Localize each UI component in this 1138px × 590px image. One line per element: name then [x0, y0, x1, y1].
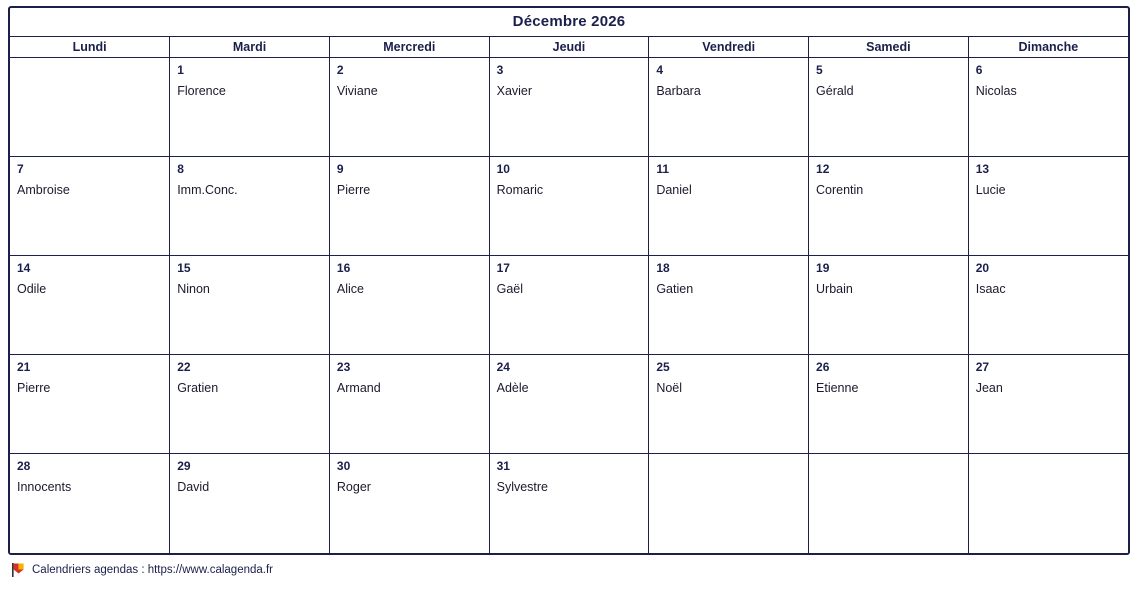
day-number: 26: [816, 360, 830, 374]
day-number: 9: [336, 162, 344, 176]
weekday-header-samedi: Samedi: [809, 37, 969, 58]
day-cell[interactable]: [10, 157, 170, 256]
day-number: 12: [816, 162, 830, 176]
calendar-week-row: [10, 58, 1128, 157]
day-saint: Gaël: [496, 282, 524, 296]
day-number: 20: [975, 261, 990, 275]
day-number: 13: [975, 162, 990, 176]
day-cell[interactable]: [489, 454, 649, 553]
day-saint: Lucie: [975, 183, 1006, 197]
day-saint: Pierre: [336, 183, 371, 197]
day-cell[interactable]: [329, 58, 489, 157]
day-cell[interactable]: [329, 157, 489, 256]
weekday-header-vendredi: Vendredi: [649, 37, 809, 58]
day-saint: Daniel: [656, 183, 692, 197]
day-cell[interactable]: [489, 58, 649, 157]
day-cell[interactable]: [968, 355, 1128, 454]
weekday-header-row: [10, 37, 1128, 58]
day-cell empty[interactable]: [968, 454, 1128, 553]
day-number: 23: [336, 360, 351, 374]
day-number: 7: [17, 162, 24, 176]
day-number: 11: [656, 162, 669, 176]
day-number: 5: [816, 63, 823, 77]
day-saint: Etienne: [816, 381, 859, 395]
day-cell[interactable]: [489, 256, 649, 355]
day-saint: Innocents: [17, 480, 72, 494]
day-saint: Sylvestre: [496, 480, 549, 494]
day-saint: Alice: [336, 282, 364, 296]
day-number: 1: [177, 63, 184, 77]
day-cell[interactable]: [809, 256, 969, 355]
day-number: 15: [177, 261, 191, 275]
day-cell[interactable]: [968, 58, 1128, 157]
day-cell[interactable]: [170, 157, 330, 256]
day-cell[interactable]: [329, 256, 489, 355]
day-saint: Isaac: [975, 282, 1006, 296]
day-saint: Armand: [336, 381, 381, 395]
weekday-header-mercredi: Mercredi: [329, 37, 489, 58]
footer-text[interactable]: Calendriers agendas : https://www.calagenda.fr: [32, 563, 273, 576]
day-number: 21: [17, 360, 31, 374]
day-number: 28: [17, 459, 31, 473]
page-title: Décembre 2026: [512, 13, 626, 30]
day-saint: Nicolas: [975, 84, 1017, 98]
day-cell[interactable]: [10, 355, 170, 454]
calendar-week-row: [10, 355, 1128, 454]
day-number: 18: [656, 261, 670, 275]
day-number: 24: [496, 360, 510, 374]
day-cell[interactable]: [170, 256, 330, 355]
day-saint: David: [177, 480, 210, 494]
day-number: 14: [17, 261, 31, 275]
day-number: 31: [496, 459, 510, 473]
day-number: 17: [496, 261, 510, 275]
footer: [8, 563, 1130, 577]
day-saint: Urbain: [816, 282, 853, 296]
day-saint: Ninon: [177, 282, 210, 296]
day-number: 8: [177, 162, 184, 176]
day-cell[interactable]: [10, 58, 170, 157]
day-saint: Xavier: [496, 84, 533, 98]
calendar-frame: [8, 6, 1130, 555]
day-cell[interactable]: [649, 157, 809, 256]
day-cell[interactable]: [329, 454, 489, 553]
day-saint: Romaric: [496, 183, 544, 197]
day-number: 22: [177, 360, 191, 374]
day-cell[interactable]: [649, 256, 809, 355]
day-saint: Imm.Conc.: [177, 183, 238, 197]
day-cell[interactable]: [170, 58, 330, 157]
day-number: 19: [816, 261, 830, 275]
day-saint: Florence: [177, 84, 226, 98]
weekday-header-mardi: Mardi: [170, 37, 330, 58]
day-cell[interactable]: [809, 355, 969, 454]
day-number: 29: [177, 459, 191, 473]
day-cell[interactable]: [489, 157, 649, 256]
day-saint: Odile: [17, 282, 47, 296]
day-cell[interactable]: [10, 454, 170, 553]
day-number: 3: [496, 63, 504, 77]
day-cell[interactable]: [170, 454, 330, 553]
day-saint: Ambroise: [17, 183, 70, 197]
weekday-header-lundi: Lundi: [10, 37, 170, 58]
day-cell[interactable]: [968, 256, 1128, 355]
day-cell[interactable]: [329, 355, 489, 454]
calendar-week-row: [10, 157, 1128, 256]
day-saint: Adèle: [496, 381, 529, 395]
calendar-week-row: [10, 454, 1128, 553]
day-number: 4: [656, 63, 663, 77]
day-saint: Pierre: [17, 381, 51, 395]
day-cell[interactable]: [649, 58, 809, 157]
weekday-header-dimanche: Dimanche: [968, 37, 1128, 58]
day-saint: Corentin: [816, 183, 864, 197]
day-saint: Noël: [656, 381, 683, 395]
day-number: 25: [656, 360, 670, 374]
day-saint: Gratien: [177, 381, 219, 395]
day-cell[interactable]: [809, 58, 969, 157]
weekday-header-jeudi: Jeudi: [489, 37, 649, 58]
day-cell empty[interactable]: [809, 454, 969, 553]
day-saint: Barbara: [656, 84, 701, 98]
day-number: 27: [975, 360, 990, 374]
day-saint: Jean: [975, 381, 1003, 395]
day-cell[interactable]: [170, 355, 330, 454]
day-saint: Viviane: [336, 84, 378, 98]
day-number: 10: [496, 162, 510, 176]
day-cell[interactable]: [10, 256, 170, 355]
day-cell empty[interactable]: [649, 454, 809, 553]
day-saint: Roger: [336, 480, 371, 494]
day-cell[interactable]: [649, 355, 809, 454]
day-number: 2: [336, 63, 344, 77]
day-number: 6: [975, 63, 983, 77]
calendar-table: [10, 36, 1128, 553]
day-saint: Gérald: [816, 84, 854, 98]
day-number: 30: [336, 459, 351, 473]
day-cell[interactable]: [809, 157, 969, 256]
calendar-week-row: [10, 256, 1128, 355]
day-saint: Gatien: [656, 282, 694, 296]
flag-icon: [12, 563, 25, 577]
day-number: 16: [336, 261, 351, 275]
day-cell[interactable]: [489, 355, 649, 454]
day-cell[interactable]: [968, 157, 1128, 256]
